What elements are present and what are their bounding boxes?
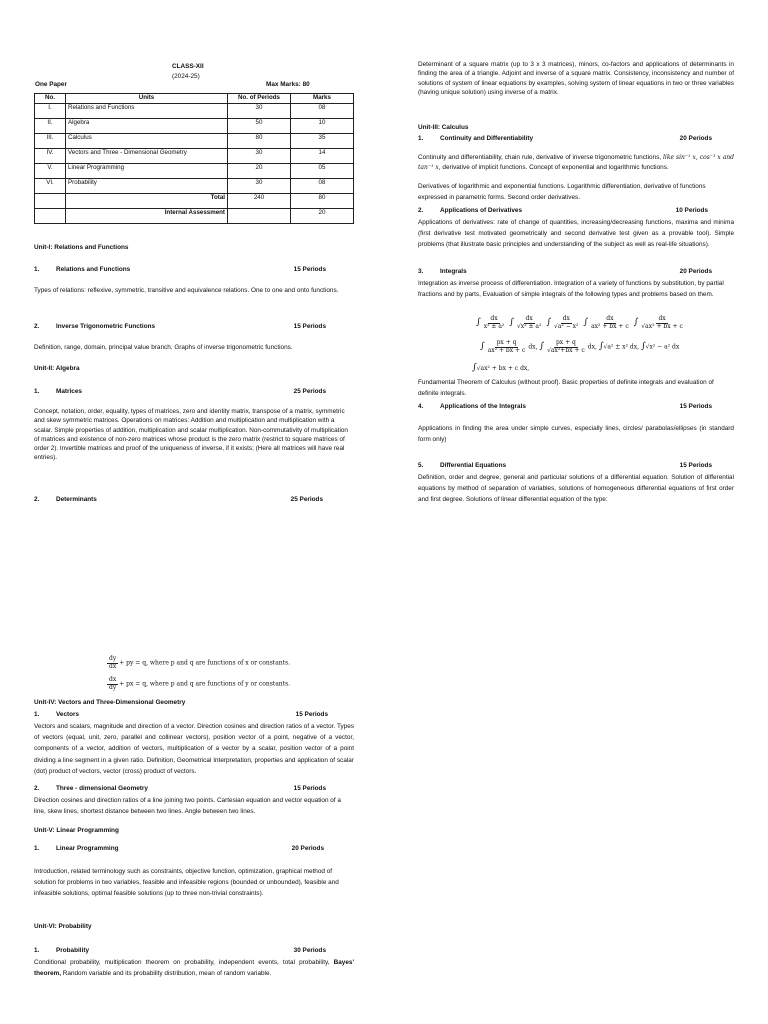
topic-title: Three - dimensional Geometry: [56, 785, 148, 792]
topic-inverse-trig: [34, 322, 326, 331]
paragraph: Applications in finding the area under simple curves, especially lines, circles/ parabolas/ellipses (in standard form only): [418, 425, 734, 444]
topic-title: Differential Equations: [440, 462, 507, 469]
header-units: Units: [66, 94, 228, 104]
fraction-denominator: dy: [109, 683, 117, 691]
paragraph: Vectors and scalars, magnitude and direction of a vector. Direction cosines and direction ratios of a vector. Types of vectors (equal, unit, zero, parallel and collinear vectors), position vector of a point, negative of a vector, components of a vector, addition of vectors, multiplication of a vector by a scalar, position vector of a point dividing a line segment in a given ratio. Definition, Geometrical Interpretation, properties and application of scalar (dot) product of vectors, vector (cross) product of vectors.: [34, 723, 354, 775]
row-no: IV.: [35, 149, 66, 164]
row-periods: 30: [228, 179, 291, 194]
paragraph: Fundamental Theorem of Calculus (without proof). Basic properties of definite integrals and evaluation of definite integrals.: [418, 379, 714, 398]
topic-periods: 20 Periods: [291, 845, 324, 852]
topic-applications-derivatives: [418, 206, 708, 215]
ia-marks: 20: [291, 209, 354, 224]
integral-sign-icon: ∫: [472, 363, 477, 373]
ia-label: Internal Assessment: [66, 209, 228, 224]
topic-number: 4.: [418, 403, 424, 410]
unit1-heading: Unit-I: Relations and Functions: [34, 244, 129, 251]
topic-number: 1.: [34, 845, 40, 852]
topic-periods: 15 Periods: [295, 711, 328, 718]
topic-title: Determinants: [56, 496, 97, 503]
session-label: (2024-25): [172, 73, 200, 80]
topic-number: 1.: [418, 135, 424, 142]
fraction: [545, 340, 587, 354]
fraction-numerator: dx: [525, 315, 533, 322]
fraction: [639, 316, 684, 330]
topic-number: 1.: [34, 388, 40, 395]
row-marks: 10: [291, 119, 354, 134]
unit3-heading: Unit-III: Calculus: [418, 124, 469, 131]
topic-linear-programming: [34, 844, 324, 853]
header-periods: No. of Periods: [228, 94, 291, 104]
total-label: Total: [66, 194, 228, 209]
topic-number: 2.: [34, 323, 40, 330]
topic-periods: 20 Periods: [679, 268, 712, 275]
fraction: [589, 316, 631, 330]
topic-periods: 15 Periods: [293, 266, 326, 273]
fraction: [482, 316, 507, 330]
paper-label: One Paper: [35, 81, 67, 88]
row-unit: Calculus: [66, 134, 228, 149]
fraction-denominator: √ax²+bx + c: [547, 346, 585, 354]
fraction-numerator: dx: [606, 315, 614, 322]
text-span: derivative of implicit functions. Concept of exponential and logarithmic functions.: [442, 163, 669, 171]
topic-number: 2.: [34, 496, 40, 503]
row-unit: Relations and Functions: [66, 104, 228, 119]
integral-sign-icon: ∫: [633, 317, 639, 328]
topic-number: 5.: [418, 462, 424, 469]
unit6-heading: Unit-VI: Probability: [34, 923, 92, 930]
topic-differential-equations: [418, 461, 712, 470]
integral-sign-icon: ∫: [509, 317, 514, 328]
row-marks: 35: [291, 134, 354, 149]
inverse-trig-math: like sin⁻¹ x, cos⁻¹ x and tan⁻¹ x,: [418, 154, 734, 171]
table-header-row: [35, 94, 354, 104]
row-no: V.: [35, 164, 66, 179]
equation-rest: + px = q, where p and q are functions of y or constants.: [119, 680, 291, 688]
header-marks: Marks: [291, 94, 354, 104]
fraction-denominator: x² ± a²: [483, 322, 505, 330]
row-periods: 20: [228, 164, 291, 179]
row-unit: Vectors and Three - Dimensional Geometry: [66, 149, 228, 164]
paragraph: Types of relations: reflexive, symmetric, transitive and equivalence relations. One to one and onto functions.: [34, 287, 339, 294]
topic-periods: 10 Periods: [675, 207, 708, 214]
table-row: [35, 179, 354, 194]
fraction: [107, 656, 118, 670]
topic-title: Continuity and Differentiability: [440, 135, 534, 142]
paragraph: [418, 153, 734, 172]
integral-sign-icon: ∫: [546, 317, 552, 328]
fraction-denominator: dx: [109, 662, 117, 670]
fraction: [486, 340, 528, 354]
row-unit: Algebra: [66, 119, 228, 134]
fraction: [107, 677, 118, 691]
topic-title: Probability: [56, 947, 90, 954]
total-marks: 80: [291, 194, 354, 209]
topic-periods: 15 Periods: [293, 785, 326, 792]
topic-periods: 25 Periods: [293, 388, 326, 395]
integral-formulas-line3: [472, 362, 529, 375]
topic-3d-geometry: [34, 784, 326, 793]
fraction: [552, 316, 580, 330]
topic-title: Applications of the Integrals: [440, 403, 526, 410]
formula-tail: dx,: [528, 343, 538, 351]
table-row: [35, 134, 354, 149]
fraction-numerator: dx: [658, 315, 666, 322]
unit5-heading: Unit-V: Linear Programming: [34, 827, 119, 834]
fraction-numerator: dy: [109, 655, 117, 662]
topic-periods: 15 Periods: [293, 323, 326, 330]
max-marks-label: Max Marks: 80: [266, 81, 310, 88]
paragraph: Direction cosines and direction ratios of a line joining two points. Cartesian equation and vector equation of a line, skew lines, shortest distance between two lines. Angle between two lines.: [34, 797, 341, 816]
paragraph: Definition, range, domain, principal value branch. Graphs of inverse trigonometric functions.: [34, 344, 293, 351]
table-row: [35, 164, 354, 179]
text-span: Conditional probability, multiplication theorem on probability, independent events, total probability,: [34, 959, 330, 966]
row-marks: 14: [291, 149, 354, 164]
table-row: [35, 149, 354, 164]
topic-probability: [34, 946, 326, 955]
topic-title: Applications of Derivatives: [440, 207, 523, 214]
row-no: II.: [35, 119, 66, 134]
equation-rest: + py = q, where p and q are functions of x or constants.: [119, 659, 291, 667]
paragraph: Concept, notation, order, equality, types of matrices, zero and identity matrix, transpose of a matrix, symmetric and skew symmetric matrices. Operations on matrices: Addition and multiplication and multiplication with a scalar. Simple properties of addition, multiplication and scalar multiplication. Non-commutativity of multiplication of matrices and existence of non-zero matrices whose product is the zero matrix (restrict to square matrices of order 2). Invertible matrices and proof of the uniqueness of inverse, if it exists; (Here all matrices will have real entries).: [34, 408, 348, 462]
topic-number: 2.: [418, 207, 424, 214]
topic-determinants: [34, 495, 323, 504]
fraction-denominator: √a² − x²: [554, 322, 579, 330]
fraction-denominator: √ax² + bx + c: [641, 322, 683, 330]
paragraph: Introduction, related terminology such as constraints, objective function, optimization, graphical method of solution for problems in two variables, feasible and infeasible regions (bounded or unbounded), feasible and infeasible solutions, optimal feasible solutions (up to three non-trivial constraints).: [34, 868, 339, 898]
unit2-heading: Unit-II: Algebra: [34, 365, 80, 372]
paragraph: Definition, order and degree, general and particular solutions of a differential equation. Solution of differential equations by method of separation of variables, solutions of homogeneous differential equations of first order and first degree. Solutions of linear differential equation of the type:: [418, 474, 734, 504]
topic-relations-functions: [34, 265, 326, 274]
topic-title: Relations and Functions: [56, 266, 131, 273]
row-marks: 08: [291, 179, 354, 194]
topic-vectors: [34, 710, 328, 719]
unit4-heading: Unit-IV: Vectors and Three-Dimensional Geometry: [34, 699, 186, 706]
row-marks: 08: [291, 104, 354, 119]
formula-tail: dx,: [587, 343, 597, 351]
integral-sign-icon: ∫: [640, 341, 646, 352]
paragraph: Derivatives of logarithmic and exponential functions. Logarithmic differentiation, derivative of functions expressed in parametric forms. Second order derivatives.: [418, 183, 706, 202]
formula-term: √ax² + bx + c dx,: [476, 365, 530, 372]
header-no: No.: [35, 94, 66, 104]
fraction-numerator: dx: [490, 315, 498, 322]
topic-periods: 20 Periods: [679, 135, 712, 142]
row-no: I.: [35, 104, 66, 119]
topic-title: Matrices: [56, 388, 82, 395]
paragraph: Applications of derivatives: rate of change of quantities, increasing/decreasing functions, maxima and minima (first derivative test motivated geometrically and second derivative test given as a provable tool). Simple problems (that illustrate basic principles and understanding of the subject as well as real-life situations).: [418, 219, 734, 249]
fraction-numerator: dx: [562, 315, 570, 322]
integral-formulas-line1: [476, 316, 686, 330]
topic-number: 2.: [34, 785, 40, 792]
topic-number: 1.: [34, 266, 40, 273]
row-periods: 80: [228, 134, 291, 149]
table-row: [35, 119, 354, 134]
integral-sign-icon: ∫: [583, 317, 589, 328]
topic-integrals: [418, 267, 712, 276]
class-title: CLASS-XII: [172, 63, 204, 70]
fraction-denominator: ax² + bx + c: [591, 322, 629, 330]
row-periods: 50: [228, 119, 291, 134]
fraction-denominator: √x² ± a²: [516, 322, 542, 330]
fraction-numerator: dx: [109, 676, 117, 683]
table-ia-row: [35, 209, 354, 224]
topic-periods: 30 Periods: [293, 947, 326, 954]
text-span: Random variable and its probability distribution, mean of random variable.: [62, 970, 272, 978]
topic-title: Integrals: [440, 268, 467, 275]
syllabus-table: [34, 93, 354, 224]
topic-title: Inverse Trigonometric Functions: [56, 323, 156, 330]
topic-applications-integrals: [418, 402, 712, 411]
linear-de-equation-2: [106, 677, 290, 691]
topic-number: 1.: [34, 711, 40, 718]
integral-sign-icon: ∫: [480, 341, 485, 352]
topic-number: 3.: [418, 268, 424, 275]
topic-periods: 15 Periods: [679, 462, 712, 469]
linear-de-equation-1: [106, 656, 290, 670]
topic-matrices: [34, 387, 326, 396]
topic-periods: 25 Periods: [290, 496, 323, 503]
formula-term: √a² ± x² dx,: [603, 343, 640, 351]
table-total-row: [35, 194, 354, 209]
row-no: III.: [35, 134, 66, 149]
integral-sign-icon: ∫: [476, 317, 481, 328]
row-no: VI.: [35, 179, 66, 194]
integral-formulas-line2: [480, 340, 679, 354]
fraction: [515, 316, 543, 330]
fraction-numerator: px + q: [555, 339, 576, 346]
topic-title: Vectors: [56, 711, 80, 718]
topic-number: 1.: [34, 947, 40, 954]
integral-sign-icon: ∫: [598, 341, 604, 352]
topic-title: Linear Programming: [56, 845, 119, 852]
bayes-theorem-text: Bayes' theorem,: [34, 959, 354, 978]
row-unit: Probability: [66, 179, 228, 194]
topic-continuity: [418, 134, 712, 143]
row-periods: 30: [228, 104, 291, 119]
row-marks: 05: [291, 164, 354, 179]
row-unit: Linear Programming: [66, 164, 228, 179]
table-row: [35, 104, 354, 119]
total-periods: 240: [228, 194, 291, 209]
fraction-numerator: px + q: [496, 339, 517, 346]
text-span: Continuity and differentiability, chain rule, derivative of inverse trigonometric functions,: [418, 154, 662, 161]
fraction-denominator: ax² + bx + c: [487, 346, 526, 354]
integral-sign-icon: ∫: [539, 341, 545, 352]
paragraph: Determinant of a square matrix (up to 3 x 3 matrices), minors, co-factors and applications of determinants in finding the area of a triangle. Adjoint and inverse of a square matrix. Consistency, inconsistency and number of solutions of system of linear equations by examples, solving system of linear equations in two or three variables (having unique solution) using inverse of a matrix.: [418, 61, 734, 96]
row-periods: 30: [228, 149, 291, 164]
paragraph: [34, 957, 354, 979]
paragraph: Integration as inverse process of differentiation. Integration of a variety of functions by substitution, by partial fractions and by parts, Evaluation of simple integrals of the following types and problems based on them.: [418, 280, 724, 299]
topic-periods: 15 Periods: [679, 403, 712, 410]
formula-term: √x² − a² dx: [645, 343, 680, 351]
